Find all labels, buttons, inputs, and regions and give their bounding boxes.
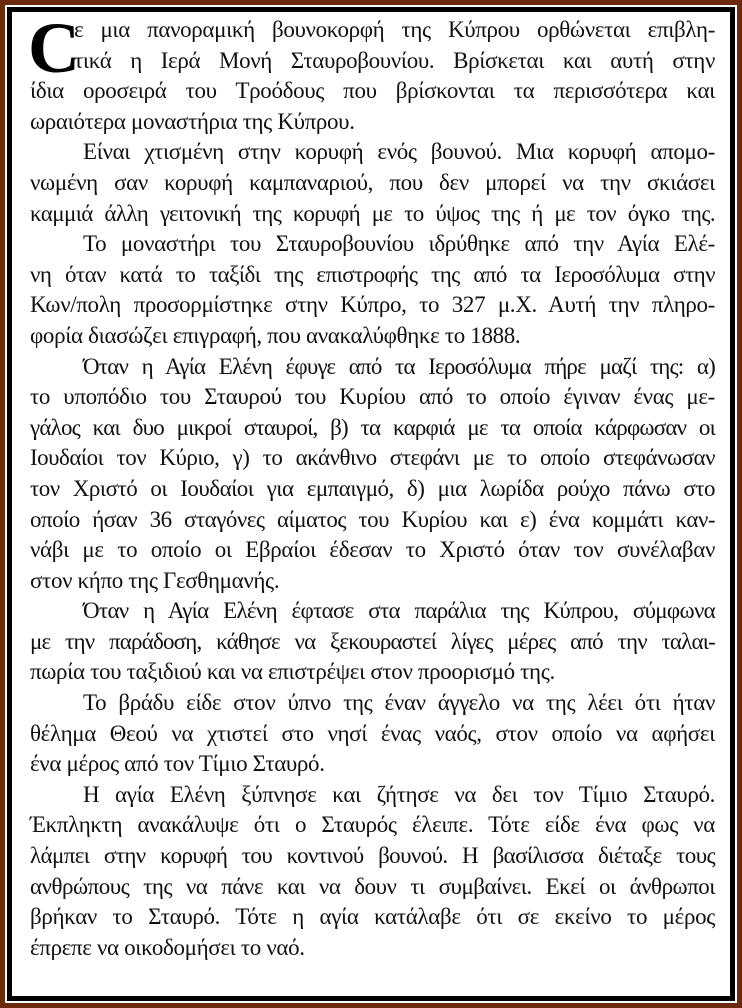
paragraph-5: [30, 596, 715, 688]
paragraph-3: [30, 229, 715, 351]
paragraph-6: [30, 688, 715, 780]
text-line: στον κήπο της Γεσθημανής.: [30, 567, 280, 593]
text-line: τον Χριστό οι Ιουδαίοι για εμπαιγμό, δ) μια λωρίδα ρούχο πάνω στο: [30, 475, 715, 501]
text-line: ένα μέρος από τον Τίμιο Σταυρό.: [30, 751, 325, 777]
text-line: θέλημα Θεού να χτιστεί στο νησί ένας ναός, στον οποίο να αφήσει: [30, 720, 715, 746]
text-line: ίδια οροσειρά του Τροόδους που βρίσκονται τα περισσότερα και: [30, 78, 715, 104]
text-line: με την παράδοση, κάθησε να ξεκουραστεί λίγες μέρες από την ταλαι-: [30, 628, 715, 654]
text-line: νωμένη σαν κορυφή καμπαναριού, που δεν μπορεί να την σκιάσει: [30, 169, 715, 195]
text-line: Όταν η Αγία Ελένη έφυγε από τα Ιεροσόλυμα πήρε μαζί της: α): [83, 353, 715, 379]
text-line: ε μια πανοραμική βουνοκορφή της Κύπρου ορθώνεται επιβλη-: [74, 17, 715, 42]
text-line: Το μοναστήρι του Σταυροβουνίου ιδρύθηκε από την Αγία Ελέ-: [83, 231, 715, 257]
text-line: Κων/πολη προσορμίστηκε στην Κύπρο, το 327 μ.Χ. Αυτή την πληρο-: [30, 292, 715, 318]
text-line: Ιουδαίοι τον Κύριο, γ) το ακάνθινο στεφάνι με το οποίο στεφάνωσαν: [30, 445, 715, 471]
text-line: βρήκαν το Σταυρό. Τότε η αγία κατάλαβε ότι σε εκείνο το μέρος: [30, 904, 715, 930]
paragraph-1: [28, 8, 715, 137]
text-line: το υποπόδιο του Σταυρού του Κυρίου από το οποίο έγιναν ένας με-: [30, 384, 715, 410]
text-line: νη όταν κατά το ταξίδι της επιστροφής της από τα Ιεροσόλυμα στην: [30, 261, 715, 287]
document-page: [28, 8, 715, 963]
text-line: οποίο ήσαν 36 σταγόνες αίματος του Κυρίου και ε) ένα κομμάτι καν-: [30, 506, 715, 532]
text-line: ωραιότερα μοναστήρια της Κύπρου.: [30, 108, 355, 134]
text-line: νάβι με το οποίο οι Εβραίοι έδεσαν το Χριστό όταν τον συνέλαβαν: [30, 537, 715, 563]
text-line: καμμιά άλλη γειτονική της κορυφή με το ύψος της ή με τον όγκο της.: [30, 200, 715, 226]
drop-cap: C: [28, 8, 80, 88]
text-line: τικά η Ιερά Μονή Σταυροβουνίου. Βρίσκεται και αυτή στην: [74, 47, 715, 73]
text-line: ανθρώπους της να πάνε και να δουν τι συμβαίνει. Εκεί οι άνθρωποι: [30, 873, 715, 899]
text-line: Το βράδυ είδε στον ύπνο της έναν άγγελο να της λέει ότι ήταν: [83, 690, 715, 716]
text-line: Η αγία Ελένη ξύπνησε και ζήτησε να δει τον Τίμιο Σταυρό.: [83, 781, 715, 807]
text-line: γάλος και δυο μικροί σταυροί, β) τα καρφιά με τα οποία κάρφωσαν οι: [30, 414, 715, 440]
text-line: Έκπληκτη ανακάλυψε ότι ο Σταυρός έλειπε. Τότε είδε ένα φως να: [30, 812, 715, 838]
paragraph-4: [30, 352, 715, 597]
text-line: Όταν η Αγία Ελένη έφτασε στα παράλια της Κύπρου, σύμφωνα: [83, 598, 715, 624]
paragraph-7: [30, 780, 715, 964]
text-line: Είναι χτισμένη στην κορυφή ενός βουνού. Μια κορυφή απομο-: [83, 139, 715, 165]
text-line: έπρεπε να οικοδομήσει το ναό.: [30, 934, 305, 960]
paragraph-2: [30, 137, 715, 229]
text-line: λάμπει στην κορυφή του κοντινού βουνού. Η βασίλισσα διέταξε τους: [30, 843, 715, 869]
text-line: φορία διασώζει επιγραφή, που ανακαλύφθηκε το 1888.: [30, 322, 521, 348]
text-line: πωρία του ταξιδιού και να επιστρέψει στον προορισμό της.: [30, 659, 555, 685]
